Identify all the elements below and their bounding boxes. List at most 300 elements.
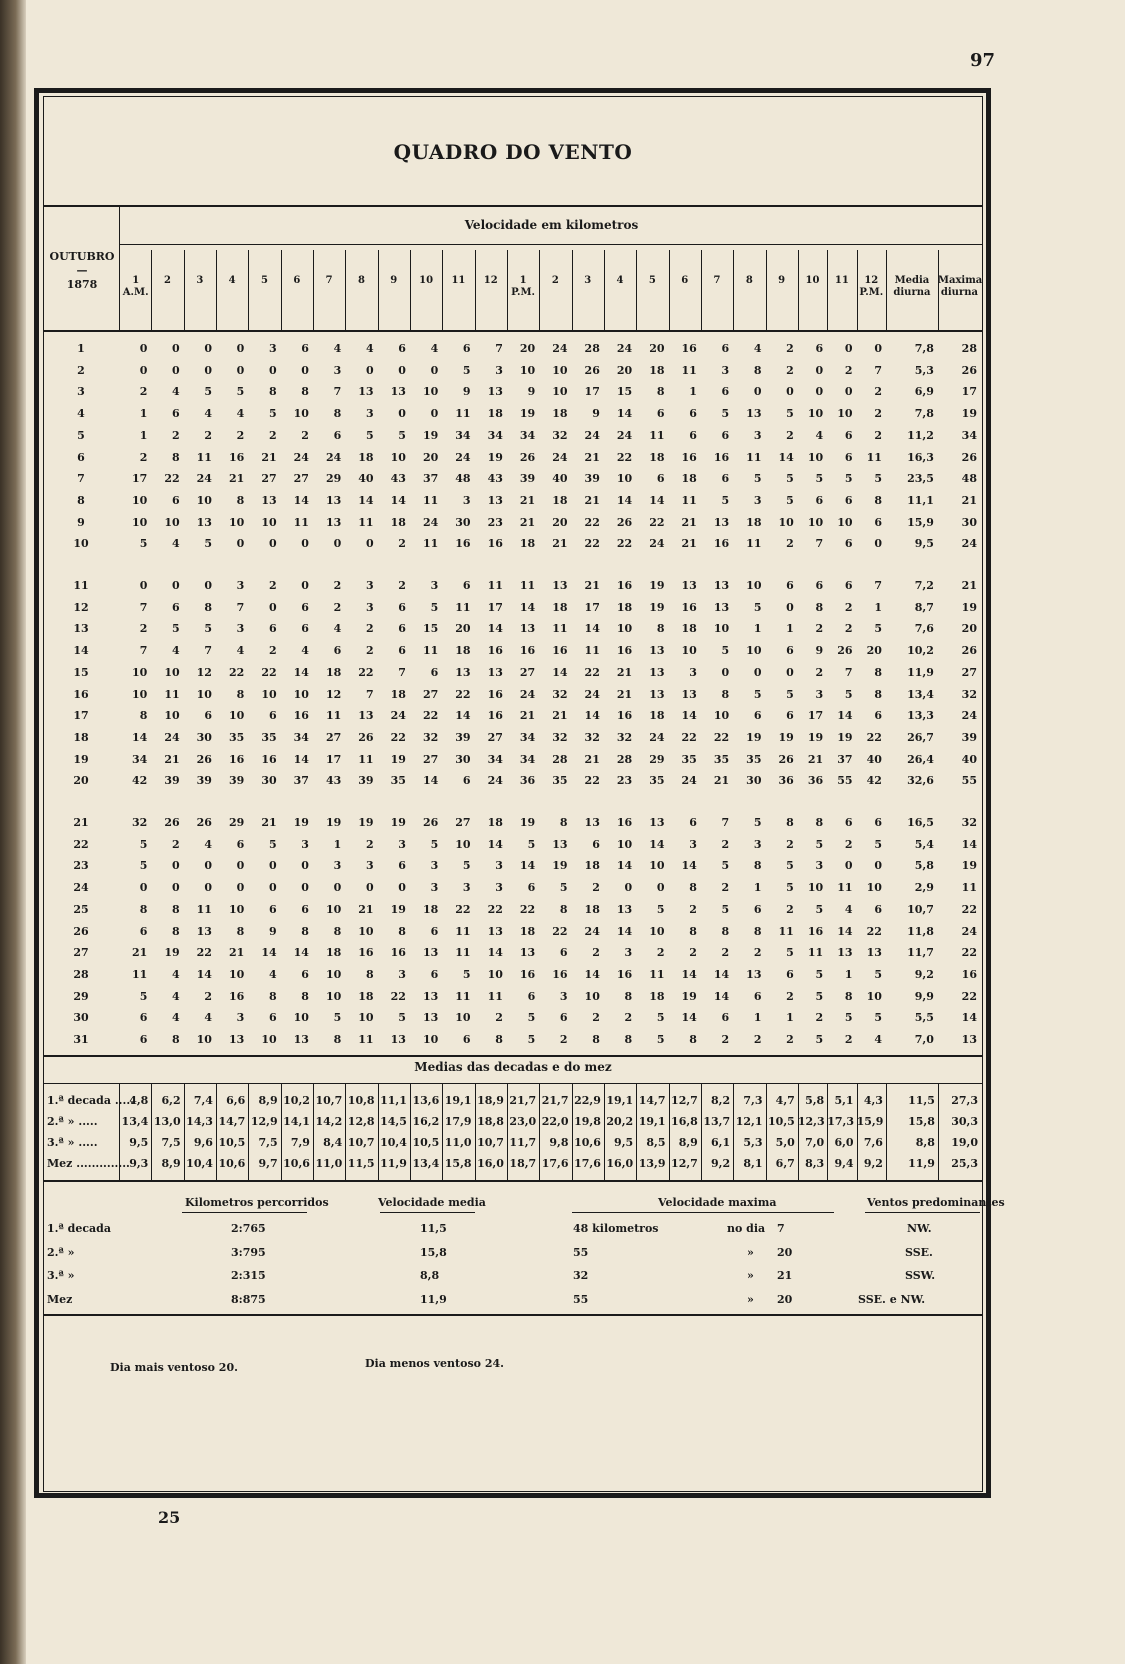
table-cell: 6 <box>333 644 342 658</box>
table-cell: 13,4 <box>907 687 934 701</box>
table-cell: 21 <box>616 687 633 701</box>
table-cell: 19 <box>961 600 977 614</box>
table-cell: 0 <box>365 363 374 377</box>
table-cell: 6 <box>333 428 342 442</box>
table-cell: 4 <box>172 989 180 1003</box>
vrule-hour <box>572 250 573 330</box>
table-cell: 3 <box>365 600 374 614</box>
table-cell: 16 <box>487 709 503 723</box>
table-cell: 43 <box>487 472 503 486</box>
table-cell: 0 <box>398 407 406 421</box>
table-cell: 13 <box>293 1033 309 1046</box>
calmest-day: Dia menos ventoso 24. <box>365 1357 504 1370</box>
medias-row-label: Mez .............. <box>47 1157 130 1170</box>
table-cell: 11 <box>358 1033 374 1046</box>
table-cell: 22 <box>584 774 600 788</box>
table-cell: 4 <box>204 407 212 421</box>
table-cell: 8 <box>236 924 245 938</box>
day-number: 11 <box>73 579 89 592</box>
month-dash: — <box>76 264 88 277</box>
table-cell: 5 <box>462 967 471 981</box>
table-cell: 16 <box>552 644 568 658</box>
table-cell: 1 <box>786 622 794 636</box>
table-cell: 10 <box>196 493 212 507</box>
table-cell: 5 <box>139 837 148 851</box>
table-cell: 0 <box>430 363 439 377</box>
table-cell: 0 <box>172 859 180 873</box>
table-cell: 5 <box>721 859 730 873</box>
medias-cell: 11,0 <box>444 1136 472 1149</box>
vrule-hour <box>216 250 217 330</box>
table-cell: 5 <box>462 363 471 377</box>
table-cell: 10 <box>807 450 824 464</box>
table-cell: 29 <box>325 472 342 486</box>
hour-header: 9 <box>390 275 398 286</box>
table-cell: 13 <box>713 579 730 592</box>
table-cell: 27 <box>422 687 439 701</box>
table-cell: 27 <box>325 730 342 744</box>
table-cell: 2 <box>753 946 762 960</box>
table-cell: 7 <box>495 342 503 355</box>
table-cell: 5 <box>721 902 730 916</box>
table-cell: 22 <box>196 946 212 960</box>
table-cell: 7 <box>398 665 406 679</box>
table-cell: 6 <box>721 1011 730 1025</box>
table-cell: 16 <box>681 600 697 614</box>
table-cell: 20 <box>519 342 536 355</box>
table-cell: 9 <box>592 407 600 421</box>
table-cell: 0 <box>204 859 212 873</box>
medias-cell: 9,8 <box>549 1136 569 1149</box>
table-cell: 14 <box>293 946 309 960</box>
table-cell: 0 <box>624 881 633 895</box>
medias-cell: 5,0 <box>775 1136 795 1149</box>
table-cell: 24 <box>164 730 180 744</box>
table-cell: 18 <box>649 989 665 1003</box>
table-cell: 27 <box>487 730 503 744</box>
medias-cell: 14,7 <box>638 1094 666 1107</box>
table-cell: 10 <box>455 837 471 851</box>
table-cell: 10 <box>746 579 762 592</box>
table-cell: 6 <box>139 1011 148 1025</box>
medias-cell: 10,4 <box>380 1136 407 1149</box>
rule-data-bottom <box>43 1055 983 1057</box>
table-cell: 1 <box>753 622 762 636</box>
table-cell: 23,5 <box>907 472 934 486</box>
medias-cell: 11,9 <box>380 1157 407 1170</box>
table-cell: 10 <box>713 709 730 723</box>
table-cell: 0 <box>874 537 882 551</box>
table-cell: 14 <box>681 967 697 981</box>
hour-header: 5 <box>260 275 268 286</box>
medias-cell: 8,9 <box>161 1157 181 1170</box>
km-header: Kilometros percorridos <box>185 1196 329 1209</box>
table-cell: 2 <box>786 342 794 355</box>
table-cell: 0 <box>656 881 665 895</box>
table-cell: 22 <box>164 472 180 486</box>
table-cell: 7 <box>815 537 824 551</box>
day-number: 12 <box>73 600 89 614</box>
table-cell: 5 <box>204 385 212 399</box>
table-cell: 20 <box>961 622 977 636</box>
table-cell: 10 <box>228 902 245 916</box>
table-cell: 3 <box>365 579 374 592</box>
table-cell: 34 <box>961 428 977 442</box>
medias-cell: 7,0 <box>805 1136 825 1149</box>
medias-cell: 8,1 <box>743 1157 763 1170</box>
table-cell: 8 <box>172 450 180 464</box>
table-cell: 8 <box>365 967 374 981</box>
table-cell: 22 <box>961 946 977 960</box>
table-cell: 13 <box>325 515 342 529</box>
table-cell: 0 <box>172 881 180 895</box>
table-cell: 5 <box>268 837 277 851</box>
medias-cell: 10,7 <box>315 1094 343 1107</box>
table-cell: 26 <box>961 644 977 658</box>
table-cell: 13 <box>584 816 600 829</box>
table-cell: 0 <box>301 881 309 895</box>
table-cell: 13 <box>649 644 665 658</box>
table-cell: 35 <box>390 774 406 788</box>
day-number: 24 <box>73 881 89 895</box>
table-cell: 0 <box>268 881 277 895</box>
table-cell: 5 <box>753 687 762 701</box>
table-cell: 0 <box>398 881 406 895</box>
table-cell: 2 <box>268 644 277 658</box>
medias-cell: 14,3 <box>186 1115 213 1128</box>
table-cell: 8 <box>753 859 762 873</box>
table-cell: 6 <box>786 644 794 658</box>
table-cell: 0 <box>753 665 762 679</box>
table-cell: 0 <box>139 579 148 592</box>
table-cell: 21 <box>261 450 277 464</box>
table-cell: 8 <box>139 709 148 723</box>
table-cell: 1 <box>333 837 342 851</box>
medias-cell: 12,8 <box>347 1115 375 1128</box>
table-cell: 6 <box>430 967 439 981</box>
summary-media: 15,8 <box>420 1245 447 1259</box>
table-cell: 8,7 <box>914 600 934 614</box>
day-number: 25 <box>73 902 89 916</box>
table-cell: 14 <box>649 493 665 507</box>
medias-cell: 19,8 <box>574 1115 601 1128</box>
table-cell: 36 <box>519 774 536 788</box>
table-cell: 2 <box>874 407 882 421</box>
signature-mark: 25 <box>158 1508 181 1527</box>
medias-cell: 11,7 <box>509 1136 537 1149</box>
table-cell: 5 <box>753 472 762 486</box>
table-cell: 2 <box>301 428 309 442</box>
table-cell: 3 <box>398 837 406 851</box>
table-cell: 13 <box>649 687 665 701</box>
table-cell: 21 <box>616 665 633 679</box>
table-cell: 19 <box>164 946 180 960</box>
table-cell: 17 <box>584 385 600 399</box>
table-cell: 2 <box>786 989 794 1003</box>
table-cell: 11 <box>681 493 697 507</box>
table-cell: 13 <box>325 493 342 507</box>
summary-label: 2.ª » <box>47 1245 75 1259</box>
table-cell: 13 <box>261 493 277 507</box>
ventos-header: Ventos predominantes <box>867 1196 1005 1209</box>
table-cell: 5 <box>874 967 882 981</box>
vrule-day <box>119 205 120 330</box>
table-cell: 5 <box>815 989 824 1003</box>
table-cell: 22 <box>261 665 277 679</box>
table-cell: 21 <box>681 537 697 551</box>
table-cell: 21 <box>164 752 180 766</box>
table-cell: 18 <box>681 622 697 636</box>
medias-cell: 10,7 <box>347 1136 375 1149</box>
table-cell: 26 <box>196 752 212 766</box>
table-cell: 37 <box>837 752 853 766</box>
day-number: 7 <box>77 472 85 486</box>
table-cell: 5 <box>815 902 824 916</box>
table-cell: 6 <box>139 1033 148 1046</box>
day-number: 30 <box>73 1011 89 1025</box>
hour-header: 2 <box>164 275 171 286</box>
medias-cell: 16,0 <box>606 1157 634 1170</box>
table-cell: 28 <box>552 752 568 766</box>
table-cell: 11 <box>487 989 503 1003</box>
table-cell: 8 <box>721 924 730 938</box>
table-cell: 6 <box>721 428 730 442</box>
medias-cell: 13,9 <box>638 1157 666 1170</box>
table-cell: 8 <box>689 881 697 895</box>
rule-medias-bottom <box>43 1180 983 1182</box>
table-cell: 6 <box>398 600 406 614</box>
table-cell: 30 <box>961 515 977 529</box>
day-number: 31 <box>73 1033 89 1046</box>
table-cell: 16 <box>616 644 633 658</box>
table-cell: 19 <box>358 816 374 829</box>
table-cell: 24 <box>390 709 406 723</box>
table-cell: 32,6 <box>907 774 934 788</box>
table-cell: 4 <box>172 967 180 981</box>
table-cell: 6 <box>844 579 853 592</box>
table-cell: 3 <box>689 665 697 679</box>
table-cell: 16 <box>487 644 503 658</box>
table-cell: 5 <box>721 493 730 507</box>
table-cell: 4 <box>333 622 342 636</box>
table-cell: 55 <box>837 774 853 788</box>
medias-cell: 10,5 <box>218 1136 246 1149</box>
table-cell: 22 <box>616 450 633 464</box>
table-cell: 4 <box>268 967 277 981</box>
table-cell: 5 <box>462 859 471 873</box>
table-cell: 0 <box>139 881 148 895</box>
table-cell: 39 <box>519 472 536 486</box>
vrule-hour <box>636 250 637 330</box>
table-cell: 2 <box>844 622 853 636</box>
table-cell: 28 <box>584 342 600 355</box>
vrule-hour <box>669 250 670 330</box>
table-cell: 4 <box>172 644 180 658</box>
table-cell: 22 <box>866 730 882 744</box>
day-number: 6 <box>77 450 85 464</box>
table-cell: 17 <box>325 752 342 766</box>
table-cell: 5 <box>786 407 794 421</box>
table-cell: 0 <box>268 537 277 551</box>
table-cell: 0 <box>172 363 180 377</box>
table-cell: 5 <box>139 537 148 551</box>
table-cell: 5 <box>172 622 180 636</box>
table-cell: 15,9 <box>907 515 934 529</box>
table-cell: 0 <box>365 537 374 551</box>
hour-header: 10 <box>805 275 820 286</box>
table-cell: 6 <box>689 407 697 421</box>
table-cell: 40 <box>961 752 977 766</box>
table-cell: 7 <box>721 816 730 829</box>
medias-cell: 9,2 <box>711 1157 731 1170</box>
table-cell: 16,3 <box>907 450 934 464</box>
medias-row-label: 2.ª » ..... <box>47 1115 98 1128</box>
table-cell: 12 <box>325 687 342 701</box>
summary-label: Mez <box>47 1292 73 1306</box>
table-cell: 10 <box>455 1011 471 1025</box>
table-cell: 16 <box>713 537 730 551</box>
table-cell: 35 <box>746 752 762 766</box>
medias-cell: 4,3 <box>863 1094 883 1107</box>
vrule-hour <box>345 250 346 330</box>
table-cell: 10 <box>866 989 882 1003</box>
medias-cell: 6,0 <box>834 1136 854 1149</box>
table-cell: 13 <box>649 665 665 679</box>
table-cell: 39 <box>455 730 471 744</box>
table-cell: 24 <box>961 924 977 938</box>
table-cell: 0 <box>430 407 439 421</box>
table-cell: 20 <box>866 644 882 658</box>
hour-header: 1 A.M. <box>122 275 149 298</box>
table-cell: 5 <box>753 816 762 829</box>
table-cell: 8 <box>624 1033 633 1046</box>
table-cell: 14 <box>519 859 536 873</box>
medias-cell: 5,1 <box>834 1094 854 1107</box>
table-cell: 11 <box>807 946 824 960</box>
table-cell: 10 <box>164 709 180 723</box>
table-cell: 20 <box>649 342 665 355</box>
table-cell: 19 <box>519 407 536 421</box>
medias-cell: 27,3 <box>951 1094 978 1107</box>
day-number: 4 <box>77 407 85 421</box>
vrule-hour <box>733 250 734 330</box>
table-cell: 14 <box>584 967 600 981</box>
table-cell: 6 <box>301 902 309 916</box>
table-cell: 14 <box>519 600 536 614</box>
table-cell: 18 <box>552 600 568 614</box>
day-number: 1 <box>77 342 85 355</box>
table-cell: 7 <box>139 600 148 614</box>
table-cell: 0 <box>236 537 245 551</box>
table-cell: 35 <box>552 774 568 788</box>
table-cell: 19 <box>552 859 568 873</box>
table-cell: 10 <box>228 967 245 981</box>
medias-cell: 11,5 <box>347 1157 375 1170</box>
table-cell: 11 <box>681 363 697 377</box>
table-cell: 16 <box>519 644 536 658</box>
table-cell: 0 <box>874 859 882 873</box>
table-cell: 30 <box>746 774 762 788</box>
day-number: 9 <box>77 515 85 529</box>
table-cell: 11 <box>455 407 471 421</box>
table-cell: 2 <box>815 1011 824 1025</box>
table-cell: 9 <box>268 924 277 938</box>
table-cell: 14 <box>616 493 633 507</box>
medias-cell: 16,2 <box>412 1115 440 1128</box>
table-cell: 3 <box>721 363 730 377</box>
medias-cell: 10,6 <box>283 1157 310 1170</box>
table-cell: 16 <box>616 816 633 829</box>
day-number: 16 <box>73 687 89 701</box>
table-cell: 11 <box>584 644 600 658</box>
summary-media: 8,8 <box>420 1269 440 1282</box>
table-cell: 8 <box>656 385 665 399</box>
table-cell: 5 <box>398 428 406 442</box>
medias-cell: 10,6 <box>218 1157 246 1170</box>
summary-km: 3:795 <box>231 1245 266 1259</box>
table-cell: 11,1 <box>907 493 934 507</box>
table-cell: 5 <box>656 1033 665 1046</box>
table-cell: 0 <box>236 342 245 355</box>
table-cell: 8 <box>333 924 342 938</box>
medias-cell: 9,3 <box>129 1157 149 1170</box>
table-cell: 3 <box>815 859 824 873</box>
medias-cell: 6,6 <box>226 1094 246 1107</box>
table-cell: 29 <box>649 752 665 766</box>
table-cell: 34 <box>519 752 536 766</box>
table-cell: 8 <box>844 989 853 1003</box>
table-cell: 22 <box>649 515 665 529</box>
table-cell: 6 <box>753 709 762 723</box>
table-cell: 10 <box>649 924 665 938</box>
table-cell: 2 <box>815 622 824 636</box>
medias-cell: 6,1 <box>711 1136 731 1149</box>
table-cell: 16,5 <box>907 816 934 829</box>
vrule-hour <box>701 250 702 330</box>
table-cell: 16 <box>961 967 977 981</box>
table-cell: 7 <box>874 363 882 377</box>
table-cell: 0 <box>815 385 824 399</box>
table-cell: 10 <box>261 1033 277 1046</box>
hour-header: 10 <box>419 275 434 286</box>
table-cell: 5 <box>204 537 212 551</box>
table-cell: 19 <box>649 600 665 614</box>
table-cell: 2 <box>721 837 730 851</box>
table-cell: 5 <box>527 1011 536 1025</box>
table-cell: 4 <box>844 902 853 916</box>
medias-cell: 10,4 <box>186 1157 213 1170</box>
table-cell: 8 <box>333 407 342 421</box>
table-cell: 4 <box>753 342 762 355</box>
table-cell: 30 <box>261 774 277 788</box>
table-cell: 5 <box>365 428 374 442</box>
table-cell: 35 <box>228 730 245 744</box>
table-cell: 14 <box>649 837 665 851</box>
table-cell: 6 <box>462 342 471 355</box>
table-cell: 14 <box>584 709 600 723</box>
table-cell: 26,4 <box>907 752 934 766</box>
table-cell: 16 <box>293 709 309 723</box>
medias-title: Medias das decadas e do mez <box>414 1060 612 1074</box>
table-cell: 4 <box>874 1033 882 1046</box>
table-cell: 6 <box>268 1011 277 1025</box>
table-cell: 0 <box>204 363 212 377</box>
hour-header: 9 <box>778 275 786 286</box>
table-cell: 6 <box>844 493 853 507</box>
medias-cell: 15,8 <box>444 1157 472 1170</box>
vrule-hour <box>378 250 379 330</box>
summary-max: 55 <box>573 1292 589 1306</box>
